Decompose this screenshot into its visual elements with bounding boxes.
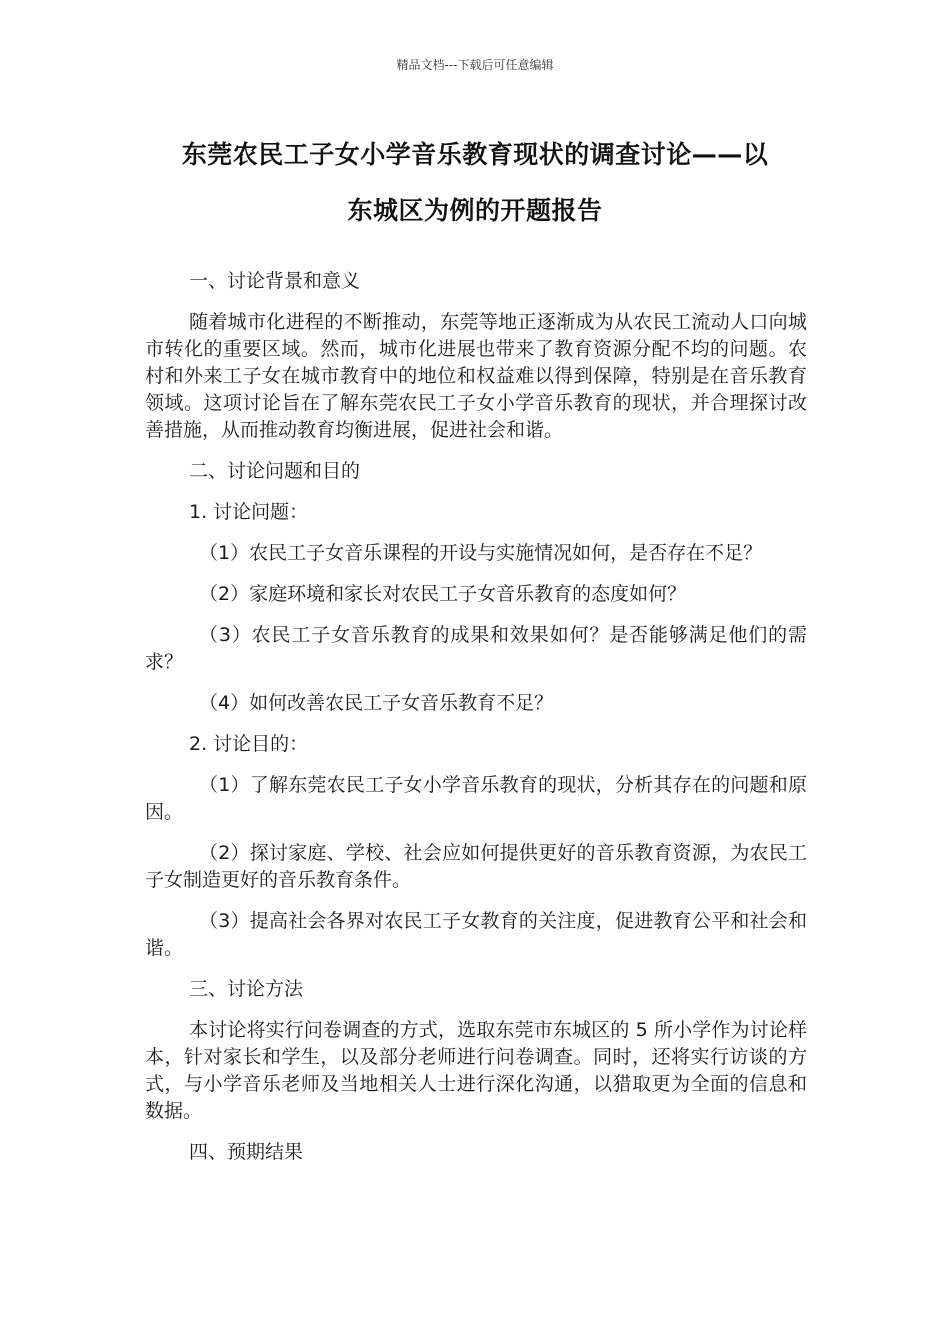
section-heading-questions-goals: 二、讨论问题和目的 [189,460,361,482]
question-item-4: （4）如何改善农民工子女音乐教育不足？ [199,692,554,714]
section-heading-methods: 三、讨论方法 [189,978,304,1000]
section-heading-background: 一、讨论背景和意义 [189,270,361,292]
subheading-goals: 2. 讨论目的： [189,733,309,755]
goal-item-1: （1）了解东莞农民工子女小学音乐教育的现状，分析其存在的问题和原因。 [145,774,807,823]
section-heading-expected-results: 四、预期结果 [189,1141,304,1163]
header-note: 精品文档---下载后可任意编辑 [396,58,554,72]
paragraph-methods: 本讨论将实行问卷调查的方式，选取东莞市东城区的 5 所小学作为讨论样本，针对家长和学生，以及部分老师进行问卷调查。同时，还将实行访谈的方式，与小学音乐老师及当地相关人士进行深化沟通，以猎取更为全面的信息和数据。 [145,1019,807,1122]
question-item-3: （3）农民工子女音乐教育的成果和效果如何？是否能够满足他们的需求？ [145,624,807,673]
document-title-line-2: 东城区为例的开题报告 [347,196,603,225]
document-title-line-1: 东莞农民工子女小学音乐教育现状的调查讨论——以 [181,140,769,169]
subheading-questions: 1. 讨论问题： [189,501,309,523]
document-body [145,268,807,1180]
paragraph-background: 随着城市化进程的不断推动，东莞等地正逐渐成为从农民工流动人口向城市转化的重要区域。然而，城市化进展也带来了教育资源分配不均的问题。农村和外来工子女在城市教育中的地位和权益难以得到保障，特别是在音乐教育领域。这项讨论旨在了解东莞农民工子女小学音乐教育的现状，并合理探讨改善措施，从而推动教育均衡进展，促进社会和谐。 [145,311,807,441]
goal-item-3: （3）提高社会各界对农民工子女教育的关注度，促进教育公平和社会和谐。 [145,910,807,959]
question-item-1: （1）农民工子女音乐课程的开设与实施情况如何，是否存在不足？ [199,542,763,564]
question-item-2: （2）家庭环境和家长对农民工子女音乐教育的态度如何？ [199,583,687,605]
goal-item-2: （2）探讨家庭、学校、社会应如何提供更好的音乐教育资源，为农民工子女制造更好的音乐教育条件。 [145,842,807,891]
